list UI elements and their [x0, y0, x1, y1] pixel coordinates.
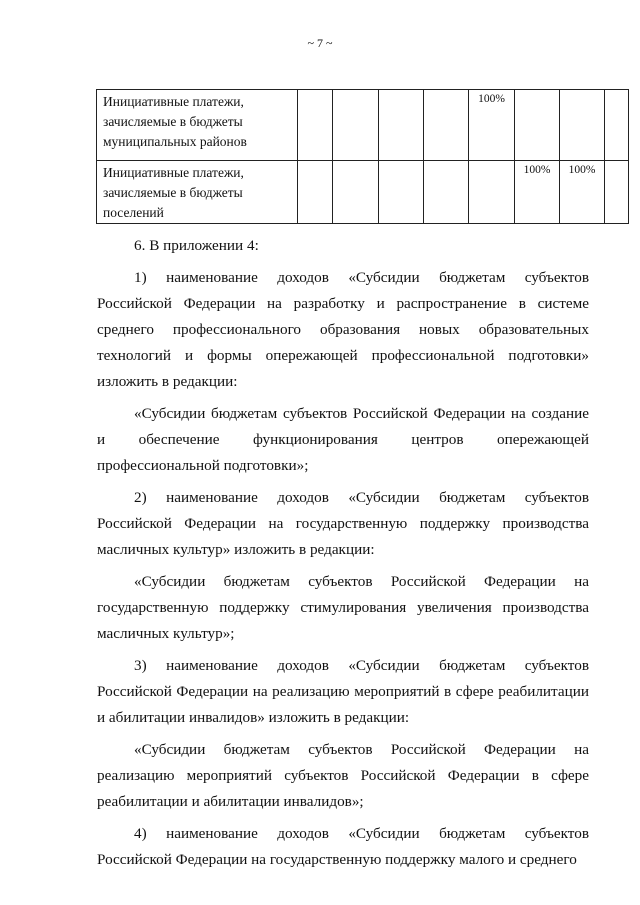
value-cell: [605, 90, 629, 161]
page-number: ~ 7 ~: [307, 36, 333, 50]
value-cell: 100%: [515, 161, 560, 224]
value-cell: 100%: [469, 90, 515, 161]
value-cell: [469, 161, 515, 224]
table-row: [97, 161, 629, 224]
value-cell: [424, 90, 469, 161]
document-body: [97, 233, 589, 879]
income-distribution-table: [96, 89, 629, 224]
amendment-new-wording: «Субсидии бюджетам субъектов Российской Федерации на реализацию мероприятий субъектов Российской Федерации в сфере реабилитации и абилитации инвалидов»;: [97, 741, 589, 810]
income-name-cell: Инициативные платежи, зачисляемые в бюджеты муниципальных районов: [97, 90, 298, 161]
value-cell: [379, 161, 424, 224]
amendment-new-wording: «Субсидии бюджетам субъектов Российской Федерации на создание и обеспечение функционирования центров опережающей профессиональной подготовки»;: [97, 405, 589, 474]
table-row: [97, 90, 629, 161]
value-cell: [298, 161, 333, 224]
amendment-new-wording: «Субсидии бюджетам субъектов Российской Федерации на государственную поддержку стимулирования увеличения производства масличных культур»;: [97, 573, 589, 642]
value-cell: [515, 90, 560, 161]
value-cell: [333, 90, 379, 161]
amendment-paragraph: 3) наименование доходов «Субсидии бюджетам субъектов Российской Федерации на реализацию мероприятий в сфере реабилитации и абилитации инвалидов» изложить в редакции:: [97, 657, 589, 726]
section-heading: 6. В приложении 4:: [134, 237, 259, 254]
value-cell: [379, 90, 424, 161]
value-cell: [605, 161, 629, 224]
value-cell: [424, 161, 469, 224]
value-cell: [333, 161, 379, 224]
amendment-paragraph: 4) наименование доходов «Субсидии бюджетам субъектов Российской Федерации на государственную поддержку малого и среднего: [97, 825, 589, 868]
value-cell: [298, 90, 333, 161]
amendment-paragraph: 2) наименование доходов «Субсидии бюджетам субъектов Российской Федерации на государственную поддержку производства масличных культур» изложить в редакции:: [97, 489, 589, 558]
income-name-cell: Инициативные платежи, зачисляемые в бюджеты поселений: [97, 161, 298, 224]
value-cell: [560, 90, 605, 161]
amendment-paragraph: 1) наименование доходов «Субсидии бюджетам субъектов Российской Федерации на разработку и распространение в системе среднего профессионального образования новых образовательных технологий и формы опережающей профессиональной подготовки» изложить в редакции:: [97, 269, 589, 390]
value-cell: 100%: [560, 161, 605, 224]
